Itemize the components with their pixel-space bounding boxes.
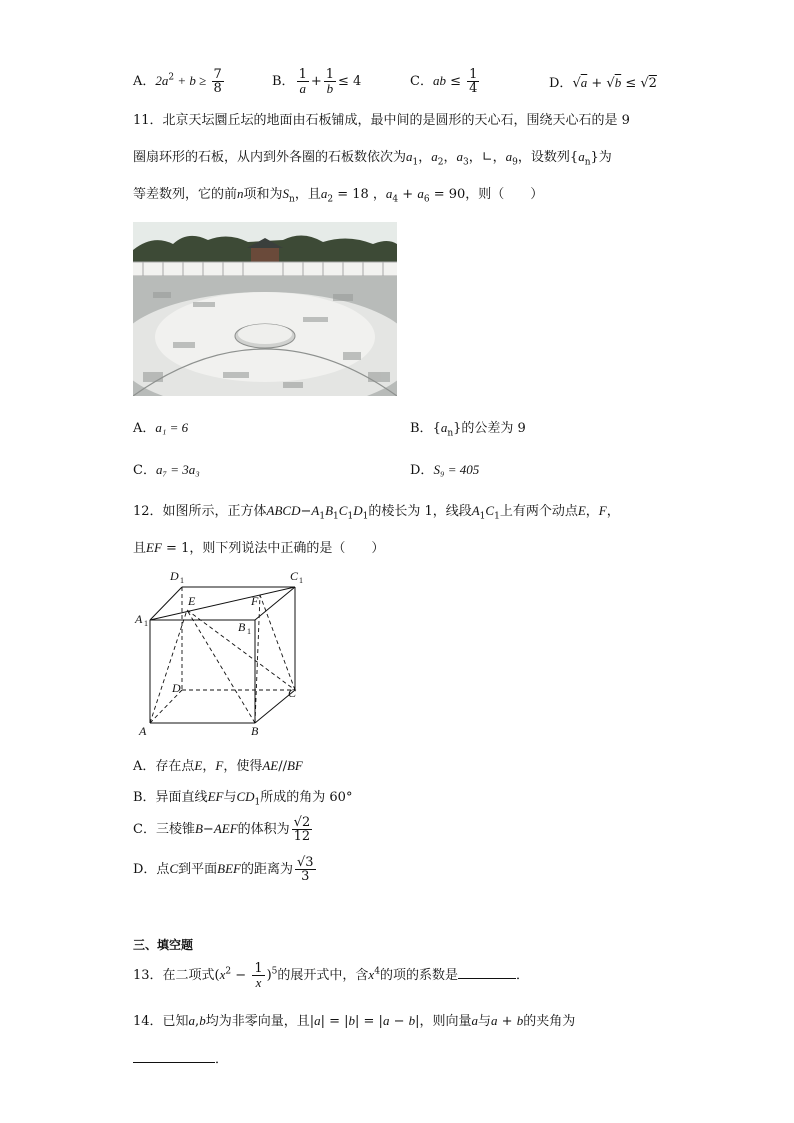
svg-text:D: D: [172, 681, 181, 695]
svg-text:B: B: [251, 724, 259, 738]
q10-option-a: A．$2a^2 + b$ ≥ $\frac{7}{8}$: [133, 67, 222, 96]
q12-option-c: C．三棱锥B−AEF的体积为 $\frac{√2}{12}$: [133, 815, 311, 844]
svg-text:B: B: [238, 620, 246, 634]
svg-text:1: 1: [144, 619, 148, 628]
q12-line1: 12．如图所示，正方体$ABCD-A_1B_1C_1D_1$的棱长为 1，线段$A_1C_1$上有两个动点E，F，: [133, 503, 620, 522]
q11-line2: 圈扇环形的石板，从内到外各圈的石板数依次为$a_1$，$a_2$，$a_3$，∟，$a_9$，设数列$\{a_n\}$为: [133, 149, 612, 168]
svg-text:A: A: [135, 612, 143, 626]
q11-option-d: D．S₉ = 405: [410, 462, 480, 478]
svg-text:1: 1: [247, 627, 251, 636]
q11-line1: 11．北京天坛圜丘坛的地面由石板铺成，最中间的是圆形的天心石，围绕天心石的是 9: [133, 113, 630, 128]
q14-answer-line: ．: [133, 1048, 228, 1067]
svg-text:C: C: [288, 686, 297, 700]
q12-option-b: B．异面直线EF与$CD_1$所成的角为 60°: [133, 789, 353, 808]
q12-option-d: D．点C到平面BEF的距离为 $\frac{√3}{3}$: [133, 855, 314, 884]
q14-line: 14．已知a,b均为非零向量，且|a| = |b| = |a − b|，则向量a与a + b的夹角为: [133, 1013, 576, 1029]
svg-text:C: C: [290, 569, 299, 583]
svg-text:F: F: [251, 594, 259, 608]
q12-line2: 且EF = 1，则下列说法中正确的是（ ）: [133, 540, 385, 556]
svg-text:E: E: [188, 594, 196, 608]
section-title: 三、填空题: [133, 938, 194, 952]
q13-line: 13．在二项式($x^2$ − $\frac{1}{x}$ )$^5$的展开式中，含$x^4$的项的系数是 ．: [133, 961, 529, 990]
q11-line3: 等差数列，它的前n项和为$S_n$，且$a_2 = 18$ ，$a_4 + a_6 = 90$，则（ ）: [133, 186, 544, 205]
svg-text:1: 1: [180, 576, 184, 585]
q11-option-b: B．$\{a_n\}$的公差为 9: [410, 420, 526, 439]
svg-text:A: A: [139, 724, 147, 738]
cube-figure: [130, 565, 310, 740]
q10-option-b: B． $\frac{1}{a}$ + $\frac{1}{b}$ ≤ 4: [272, 67, 362, 96]
q10-option-d: D．√a + √b ≤ √2: [549, 75, 657, 91]
q11-option-c: C．a₇ = 3a₃: [133, 462, 200, 478]
svg-text:D: D: [170, 569, 179, 583]
svg-text:1: 1: [299, 576, 303, 585]
circular-mound-altar-photo: [133, 222, 397, 396]
q12-option-a: A．存在点E，F，使得AE//BF: [133, 758, 303, 774]
q10-option-c: C．ab ≤ $\frac{1}{4}$: [410, 67, 478, 96]
q11-option-a: A．a₁ = 6: [133, 420, 189, 436]
